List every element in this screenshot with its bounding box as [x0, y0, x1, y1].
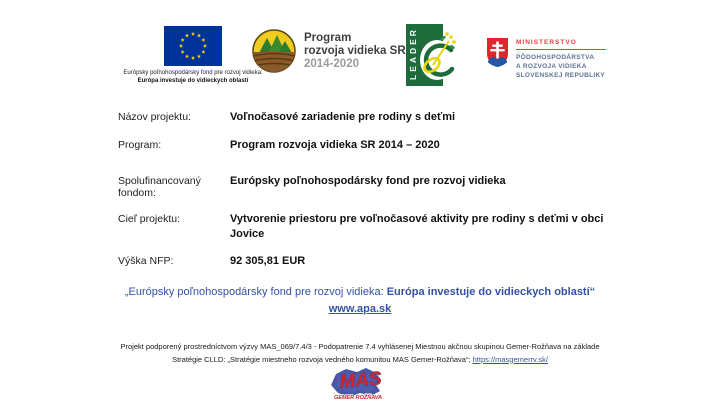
- ministry-logo-block: [486, 37, 606, 80]
- detail-label-program: Program:: [118, 139, 162, 151]
- project-detail-row: [118, 174, 633, 199]
- ministry-line4: SLOVENSKEJ REPUBLIKY: [516, 72, 606, 79]
- eu-flag-icon: [164, 26, 222, 66]
- project-detail-row: [118, 138, 633, 153]
- prv-emblem-icon: [251, 28, 297, 74]
- mas-logo-block: [324, 366, 396, 419]
- mas-logo-icon: [324, 366, 396, 414]
- detail-value-ciel: Vytvorenie priestoru pre voľnočasové aktivity pre rodiny s deťmi v obci Jovice: [230, 213, 604, 240]
- leader-vertical-text: LEADER: [408, 27, 418, 80]
- project-detail-row: [118, 254, 633, 269]
- prv-text: [304, 32, 406, 71]
- prv-logo-block: [251, 28, 406, 74]
- eafrd-quote: [0, 286, 720, 298]
- prv-line2: rozvoja vidieka SR: [304, 44, 406, 57]
- eu-caption-line2: Európa investuje do vidieckych oblastí: [137, 78, 249, 84]
- eu-caption-line1: Európsky poľnohospodársky fond pre rozvoj vidieka:: [123, 70, 263, 76]
- prv-line1: Program: [304, 31, 352, 44]
- detail-value-nazov: Voľnočasové zariadenie pre rodiny s deťmi: [230, 111, 456, 123]
- leader-logo-block: [406, 24, 462, 91]
- masgemerrv-link[interactable]: https://masgemerrv.sk/: [472, 354, 548, 364]
- footer-line2: [84, 354, 636, 367]
- footer-line2-text: Stratégie CLLD: „Stratégie miestneho rozvoja vedného komunitou MAS Gemer-Rožňava“;: [172, 354, 473, 364]
- project-details: [118, 110, 633, 269]
- ministry-text: [516, 37, 606, 80]
- detail-label-nfp: Výška NFP:: [118, 255, 174, 267]
- detail-label-nazov: Názov projektu:: [118, 111, 191, 123]
- eafrd-banner: [0, 286, 720, 315]
- ministry-divider: [516, 49, 606, 50]
- footer-note: [0, 341, 720, 366]
- detail-label-fond: Spolufinancovaný fondom:: [118, 175, 201, 199]
- footer-line1: Projekt podporený prostredníctvom výzvy MAS_069/7.4/3 - Podopatrenie 7.4 vyhlásenej Miestnou akčnou skupinou Gemer-Rožňava na základe: [120, 342, 600, 351]
- detail-value-program: Program rozvoja vidieka SR 2014 – 2020: [230, 139, 440, 151]
- apa-link[interactable]: www.apa.sk: [328, 303, 392, 315]
- prv-line3: 2014-2020: [304, 57, 359, 70]
- ministry-coat-of-arms-icon: [486, 37, 509, 68]
- detail-label-ciel: Cieľ projektu:: [118, 213, 181, 225]
- ministry-line1: MINISTERSTVO: [516, 39, 577, 46]
- mas-text: MAS: [338, 368, 383, 393]
- ministry-line2: PÔDOHOSPODÁRSTVA: [516, 54, 595, 61]
- project-detail-row: [118, 212, 633, 242]
- ministry-line3: A ROZVOJA VIDIEKA: [516, 63, 587, 70]
- project-detail-row: [118, 110, 633, 125]
- eafrd-quote-regular: „Európsky poľnohospodársky fond pre rozvoj vidieka:: [124, 286, 387, 298]
- detail-value-nfp: 92 305,81 EUR: [230, 255, 306, 267]
- leader-logo-icon: [406, 24, 462, 86]
- eafrd-quote-bold: Európa investuje do vidieckych oblastí“: [386, 286, 596, 298]
- detail-value-fond: Európsky poľnohospodársky fond pre rozvoj vidieka: [230, 175, 506, 187]
- mas-subtext: GEMER ROŽŇAVA: [333, 395, 383, 401]
